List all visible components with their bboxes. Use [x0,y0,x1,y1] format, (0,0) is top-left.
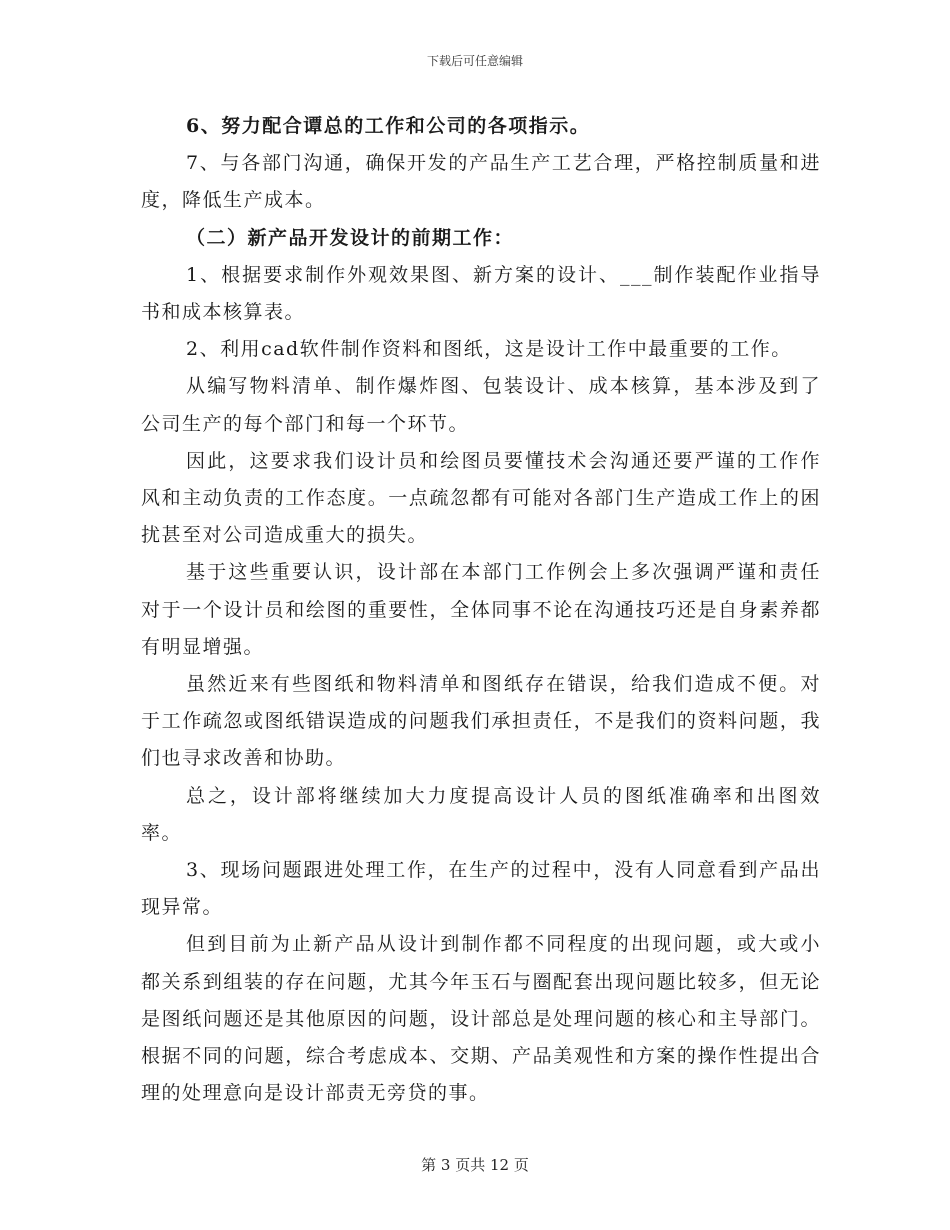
page-number-footer: 第 3 页共 12 页 [421,1156,529,1174]
paragraph-item-6: 6、努力配合谭总的工作和公司的各项指示。 [186,115,591,137]
paragraph-item-2: 2、利用cad软件制作资料和图纸，这是设计工作中最重要的工作。 [186,338,792,361]
section-heading-preliminary-work: （二）新产品开发设计的前期工作： [186,226,515,249]
paragraph-work-attitude: 因此，这要求我们设计员和绘图员要懂技术会沟通还要严谨的工作作风和主动负责的工作态度。一点疏忽都有可能对各部门生产造成工作上的困扰甚至对公司造成重大的损失。 [141,449,821,547]
paragraph-item-3: 3、现场问题跟进处理工作，在生产的过程中，没有人同意看到产品出现异常。 [141,859,821,919]
paragraph-item-1: 1、根据要求制作外观效果图、新方案的设计、___制作装配作业指导书和成本核算表。 [141,263,821,324]
paragraph-item-7: 7、与各部门沟通，确保开发的产品生产工艺合理，严格控制质量和进度，降低生产成本。 [141,152,821,212]
page-header: 下载后可任意编辑 [426,54,523,68]
document-body [141,108,821,1112]
paragraph-production-issues: 但到目前为止新产品从设计到制作都不同程度的出现问题，或大或小都关系到组装的存在问题，尤其今年玉石与圈配套出现问题比较多，但无论是图纸问题还是其他原因的问题，设计部总是处理问题的核心和主导部门。根据不同的问题，综合考虑成本、交期、产品美观性和方案的操作性提出合理的处理意向是设计部责无旁贷的事。 [141,933,821,1105]
paragraph-summary: 总之，设计部将继续加大力度提高设计人员的图纸准确率和出图效率。 [141,784,821,844]
paragraph-drawing-errors: 虽然近来有些图纸和物料清单和图纸存在错误，给我们造成不便。对于工作疏忽或图纸错误造成的问题我们承担责任，不是我们的资料问题，我们也寻求改善和协助。 [141,673,821,770]
paragraph-key-understanding: 基于这些重要认识，设计部在本部门工作例会上多次强调严谨和责任对于一个设计员和绘图的重要性，全体同事不论在沟通技巧还是自身素养都有明显增强。 [141,561,821,658]
paragraph-bom-scope: 从编写物料清单、制作爆炸图、包装设计、成本核算，基本涉及到了公司生产的每个部门和每一个环节。 [141,375,821,435]
